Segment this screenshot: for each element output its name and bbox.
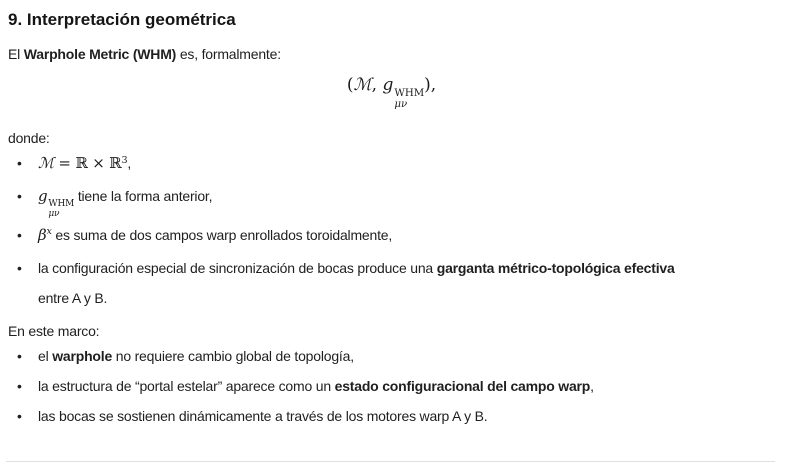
text: las bocas se sostienen dinámicamente a través de los motores warp A y B.	[38, 407, 488, 424]
section-heading: 9. Interpretación geométrica	[8, 10, 236, 29]
math-expression: g WHM μν	[38, 187, 75, 219]
text: es suma de dos campos warp enrollados toroidalmente,	[51, 226, 393, 243]
bold-text: warphole	[52, 347, 113, 364]
text: entre A y B.	[38, 289, 108, 306]
text: ,	[127, 155, 132, 171]
section-divider	[6, 461, 775, 462]
list-item	[38, 371, 775, 401]
bold-text: garganta métrico-topológica efectiva	[436, 259, 675, 276]
text: no requiere cambio global de topología,	[112, 347, 354, 364]
text: el	[38, 347, 53, 364]
text: ,	[590, 377, 594, 394]
text: es, formalmente:	[176, 46, 281, 62]
list-item	[38, 181, 775, 220]
text: tiene la forma anterior,	[74, 188, 213, 204]
bold-text: Warphole Metric (WHM)	[23, 46, 177, 62]
list-item	[38, 220, 775, 253]
list-item	[38, 341, 775, 371]
list-item	[38, 401, 775, 431]
intro-paragraph	[8, 44, 775, 64]
whm-formula	[8, 76, 775, 110]
math-expression: ℳ = ℝ × ℝ$^3$	[38, 154, 128, 172]
text: la configuración especial de sincronización de bocas produce una	[38, 259, 437, 276]
where-list	[8, 148, 775, 313]
list-item	[38, 148, 775, 181]
framework-label: En este marco:	[8, 322, 100, 339]
list-item	[38, 253, 775, 313]
math-expression: $\beta^x$	[38, 225, 52, 244]
math-expression: (ℳ, g WHM μν ),	[346, 75, 437, 111]
bold-text: estado configuracional del campo warp	[334, 377, 591, 394]
text: El	[8, 46, 24, 62]
framework-list	[8, 341, 775, 431]
where-label: donde:	[8, 130, 50, 146]
text: la estructura de “portal estelar” aparece como un	[38, 377, 335, 394]
